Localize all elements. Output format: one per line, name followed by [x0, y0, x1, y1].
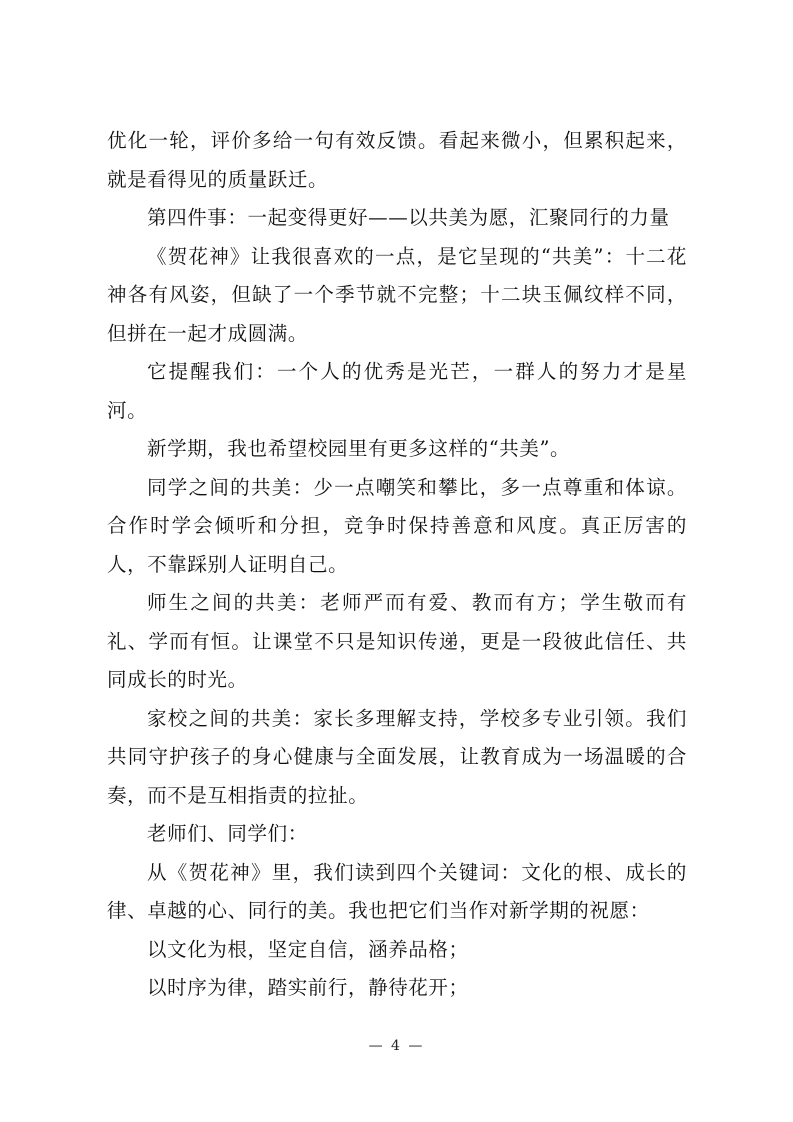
- salutation: 老师们、同学们：: [147, 822, 308, 845]
- paragraph-7: 师生之间的共美：老师严而有爱、教而有方；学生敬而有礼、学而有恒。让课堂不只是知识传递，更是一段彼此信任、共同成长的时光。: [107, 591, 687, 691]
- page-number: — 4 —: [368, 1038, 425, 1054]
- paragraph-1: 优化一轮，评价多给一句有效反馈。看起来微小，但累积起来，就是看得见的质量跃迁。: [107, 129, 687, 191]
- paragraph-5: 新学期，我也希望校园里有更多这样的“共美”。: [147, 437, 571, 460]
- body-text: [107, 122, 687, 1008]
- paragraph-4: 它提醒我们：一个人的优秀是光芒，一群人的努力才是星河。: [107, 360, 687, 422]
- wish-line-2: 以时序为律，踏实前行，静待花开；: [147, 976, 469, 999]
- paragraph-3: 《贺花神》让我很喜欢的一点，是它呈现的“共美”：十二花神各有风姿，但缺了一个季节就不完整；十二块玉佩纹样不同，但拼在一起才成圆满。: [107, 244, 687, 345]
- paragraph-8: 家校之间的共美：家长多理解支持，学校多专业引领。我们共同守护孩子的身心健康与全面发展，让教育成为一场温暖的合奏，而不是互相指责的拉扯。: [107, 706, 687, 807]
- paragraph-6: 同学之间的共美：少一点嘲笑和攀比，多一点尊重和体谅。合作时学会倾听和分担，竞争时保持善意和风度。真正厉害的人，不靠踩别人证明自己。: [107, 475, 687, 576]
- paragraph-10: 从《贺花神》里，我们读到四个关键词：文化的根、成长的律、卓越的心、同行的美。我也把它们当作对新学期的祝愿：: [107, 860, 687, 922]
- wish-line-1: 以文化为根，坚定自信，涵养品格；: [147, 937, 469, 961]
- section-heading-4: 第四件事：一起变得更好——以共美为愿，汇聚同行的力量: [147, 206, 670, 229]
